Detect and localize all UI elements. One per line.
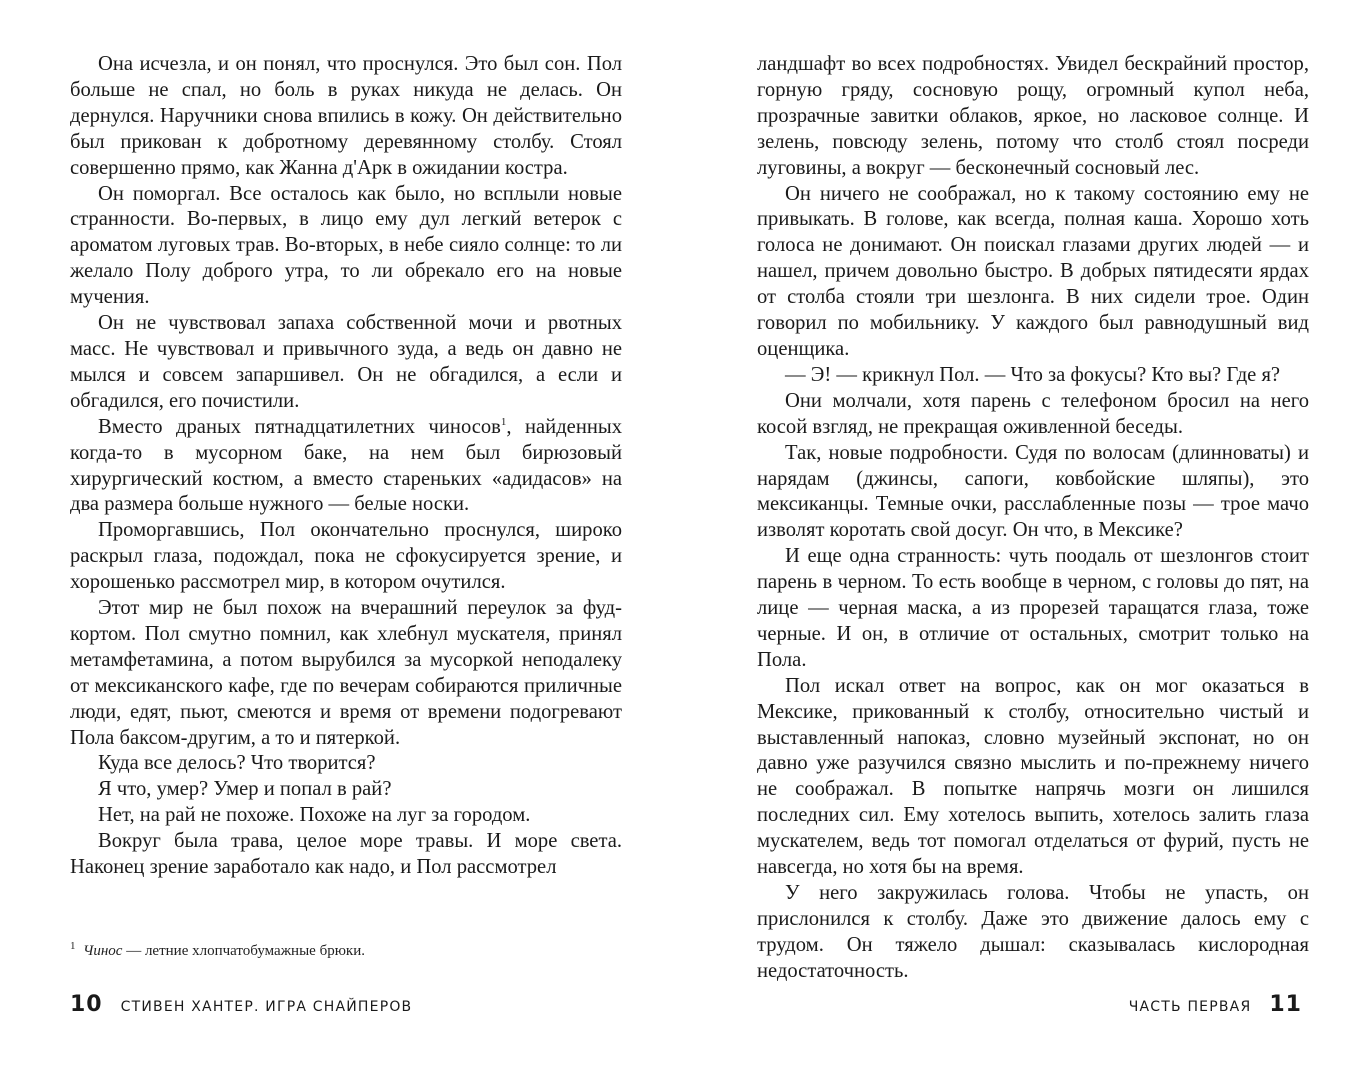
paragraph: Куда все делось? Что творится? — [98, 752, 376, 775]
paragraph: Этот мир не был похож на вчерашний переулок за фуд-кортом. Пол смутно помнил, как хлебнул мускателя, принял метамфетамина, а потом вырубился за мусоркой неподалеку от мексиканского кафе, где по вечерам собираются приличные люди, едят, пьют, смеются и время от времени подогревают Пола баксом-другим, а то и пятеркой. — [70, 597, 622, 749]
paragraph: — Э! — крикнул Пол. — Что за фокусы? Кто вы? Где я? — [785, 363, 1281, 386]
footnote-number: 1 — [70, 940, 76, 952]
footnote-text: — летние хлопчатобумажные брюки. — [122, 943, 365, 959]
left-page — [70, 52, 622, 881]
running-title: ЧАСТЬ ПЕРВАЯ — [1128, 999, 1252, 1015]
paragraph: Вокруг была трава, целое море травы. И море света. Наконец зрение заработало как надо, и Пол рассмотрел — [70, 830, 622, 879]
running-title: СТИВЕН ХАНТЕР. ИГРА СНАЙПЕРОВ — [120, 999, 413, 1015]
page-number: 11 — [1269, 992, 1302, 1017]
paragraph: Так, новые подробности. Судя по волосам (длинноваты) и нарядам (джинсы, сапоги, ковбойские шляпы), это мексиканцы. Темные очки, расслабленные позы — трое мачо изволят коротать свой досуг. Он что, в Мексике? — [757, 441, 1309, 542]
footnote-term: Чинос — [83, 943, 123, 959]
right-page — [757, 52, 1309, 985]
paragraph: Они молчали, хотя парень с телефоном бросил на него косой взгляд, не прекращая оживленной беседы. — [757, 389, 1309, 438]
paragraph-text: Вместо драных пятнадцатилетних чиносов — [98, 415, 501, 438]
paragraph: Нет, на рай не похоже. Похоже на луг за городом. — [98, 804, 531, 827]
paragraph: И еще одна странность: чуть поодаль от шезлонгов стоит парень в черном. То есть вообще в черном, с головы до пят, на лице — черная маска, а из прорезей таращатся глаза, тоже черные. И он, в отличие от остальных, смотрит только на Пола. — [757, 545, 1309, 671]
paragraph: Пол искал ответ на вопрос, как он мог оказаться в Мексике, прикованный к столбу, относительно чистый и выставленный напоказ, словно музейный экспонат, но он давно уже разучился связно мыслить и по-прежнему ничего не соображал. В попытке напрячь мозги он лишился последних сил. Ему хотелось выпить, хотелось залить глаза мускателем, ведь тот помогал отделаться от фурий, пусть не навсегда, но хотя бы на время. — [757, 674, 1309, 879]
paragraph: Он поморгал. Все осталось как было, но всплыли новые странности. Во-первых, в лицо ему дул легкий ветерок с ароматом луговых трав. Во-вторых, в небе сияло солнце: то ли желало Полу доброго утра, то ли обрекало его на новые мучения. — [70, 182, 622, 309]
paragraph-continuation: ландшафт во всех подробностях. Увидел бескрайний простор, горную гряду, сосновую рощу, огромный купол неба, прозрачные завитки облаков, яркое, но ласковое солнце. И зелень, повсюду зелень, потому что столб стоял посреди луговины, а вокруг — бесконечный сосновый лес. — [757, 53, 1309, 179]
right-footer — [1129, 992, 1302, 1017]
footnote — [70, 940, 622, 960]
paragraph: У него закружилась голова. Чтобы не упасть, он прислонился к столбу. Даже это движение далось ему с трудом. Он тяжело дышал: сказывалась кислородная недостаточность. — [757, 882, 1309, 982]
left-footer — [70, 992, 412, 1017]
paragraph-text: , найденных когда-то в мусорном баке, на нем был бирюзовый хирургический костюм, а вместо стареньких «адидасов» на два размера больше нужного — белые носки. — [70, 415, 622, 516]
paragraph-with-footnote — [70, 415, 622, 519]
paragraph: Она исчезла, и он понял, что проснулся. Это был сон. Пол больше не спал, но боль в руках никуда не делась. Он дернулся. Наручники снова впились в кожу. Он действительно был прикован к добротному деревянному столбу. Стоял совершенно прямо, как Жанна д'Арк в ожидании костра. — [70, 53, 622, 179]
paragraph: Он не чувствовал запаха собственной мочи и рвотных масс. Не чувствовал и привычного зуда, а ведь он давно не мылся и совсем запаршивел. Он не обгадился, а если и обгадился, его почистили. — [70, 312, 622, 412]
paragraph: Я что, умер? Умер и попал в рай? — [98, 778, 392, 801]
paragraph: Он ничего не соображал, но к такому состоянию ему не привыкать. В голове, как всегда, полная каша. Хорошо хоть голоса не донимают. Он поискал глазами других людей — и нашел, причем довольно быстро. В добрых пятидесяти ярдах от столба стояли три шезлонга. В них сидели трое. Один говорил по мобильнику. У каждого был равнодушный вид оценщика. — [757, 182, 1309, 360]
page-number: 10 — [70, 992, 103, 1017]
paragraph: Проморгавшись, Пол окончательно проснулся, широко раскрыл глаза, подождал, пока не сфокусируется зрение, и хорошенько рассмотрел мир, в котором очутился. — [70, 519, 622, 594]
footnote-mark: 1 — [500, 415, 507, 428]
